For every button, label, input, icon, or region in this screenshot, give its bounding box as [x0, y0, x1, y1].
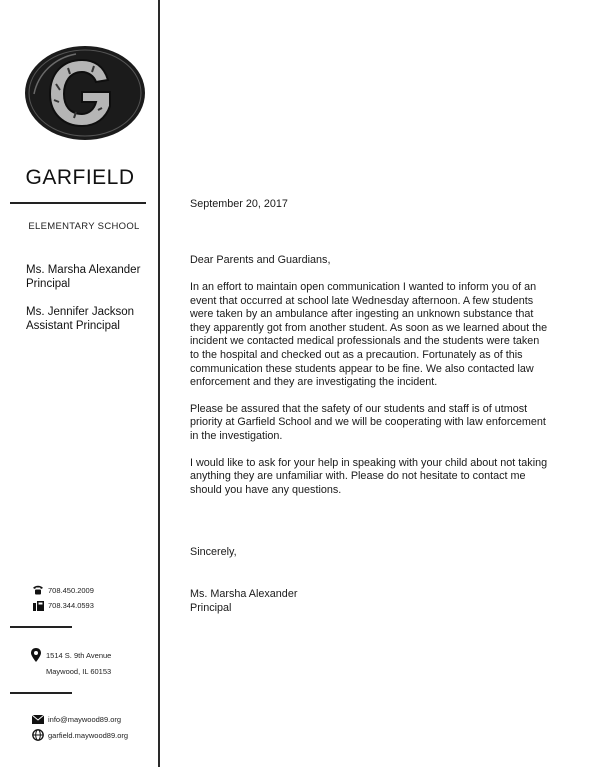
website-url: garfield.maywood89.org — [48, 730, 129, 740]
fax-number: 708.344.0593 — [48, 600, 94, 610]
divider — [10, 692, 72, 694]
vertical-divider — [158, 0, 160, 767]
staff-name: Ms. Jennifer Jackson — [26, 306, 135, 318]
signer-title: Principal — [190, 601, 232, 614]
divider — [10, 626, 72, 628]
letter-date: September 20, 2017 — [190, 198, 288, 210]
staff-title: Assistant Principal — [26, 320, 120, 332]
divider — [10, 202, 146, 204]
address-city: Maywood, IL 60153 — [46, 667, 112, 676]
letter-paragraph: Please be assured that the safety of our students and staff is of utmost priority at Garfield School and we will be cooperating with law enforcement in the investigation. — [190, 402, 546, 442]
contact-website — [32, 729, 128, 741]
school-name: GARFIELD — [25, 166, 135, 189]
staff-assistant-principal — [26, 305, 134, 333]
letter-body — [190, 281, 550, 497]
fax-icon — [32, 599, 44, 611]
location-pin-icon — [31, 648, 41, 667]
school-type: ELEMENTARY SCHOOL — [28, 221, 140, 232]
staff-name: Ms. Marsha Alexander — [26, 264, 141, 276]
globe-icon — [32, 729, 44, 741]
letter-paragraph: I would like to ask for your help in speaking with your child about not taking anything they are unfamiliar with. Please do not hesitate to contact me should you have any questions. — [190, 456, 548, 496]
staff-principal — [26, 263, 140, 291]
address — [46, 648, 111, 680]
contact-phone — [32, 584, 94, 596]
letter-salutation: Dear Parents and Guardians, — [190, 254, 331, 266]
phone-icon — [32, 584, 44, 596]
contact-fax — [32, 599, 94, 611]
address-street: 1514 S. 9th Avenue — [46, 651, 112, 660]
letter-paragraph: In an effort to maintain open communication I wanted to inform you of an event that occurred at school late Wednesday afternoon. A few students were taken by an ambulance after ingesting an unknown substance that they apparently got from another student. As soon as we learned about the incident we contacted medical professionals and the students were taken to the hospital and checked out as a precaution. Fortunately as of this communication these students appear to be fine. We also contacted law enforcement and they are investigating the incident. — [190, 281, 548, 389]
email-address: info@maywood89.org — [48, 714, 122, 724]
signer-name: Ms. Marsha Alexander — [190, 588, 298, 600]
phone-number: 708.450.2009 — [48, 585, 94, 595]
envelope-icon — [32, 713, 44, 725]
staff-title: Principal — [26, 278, 71, 290]
contact-email — [32, 713, 121, 725]
letter-closing: Sincerely, — [190, 546, 237, 558]
letterhead-sidebar — [0, 0, 158, 767]
letter-signature — [190, 588, 550, 615]
garfield-g-logo — [24, 44, 146, 142]
